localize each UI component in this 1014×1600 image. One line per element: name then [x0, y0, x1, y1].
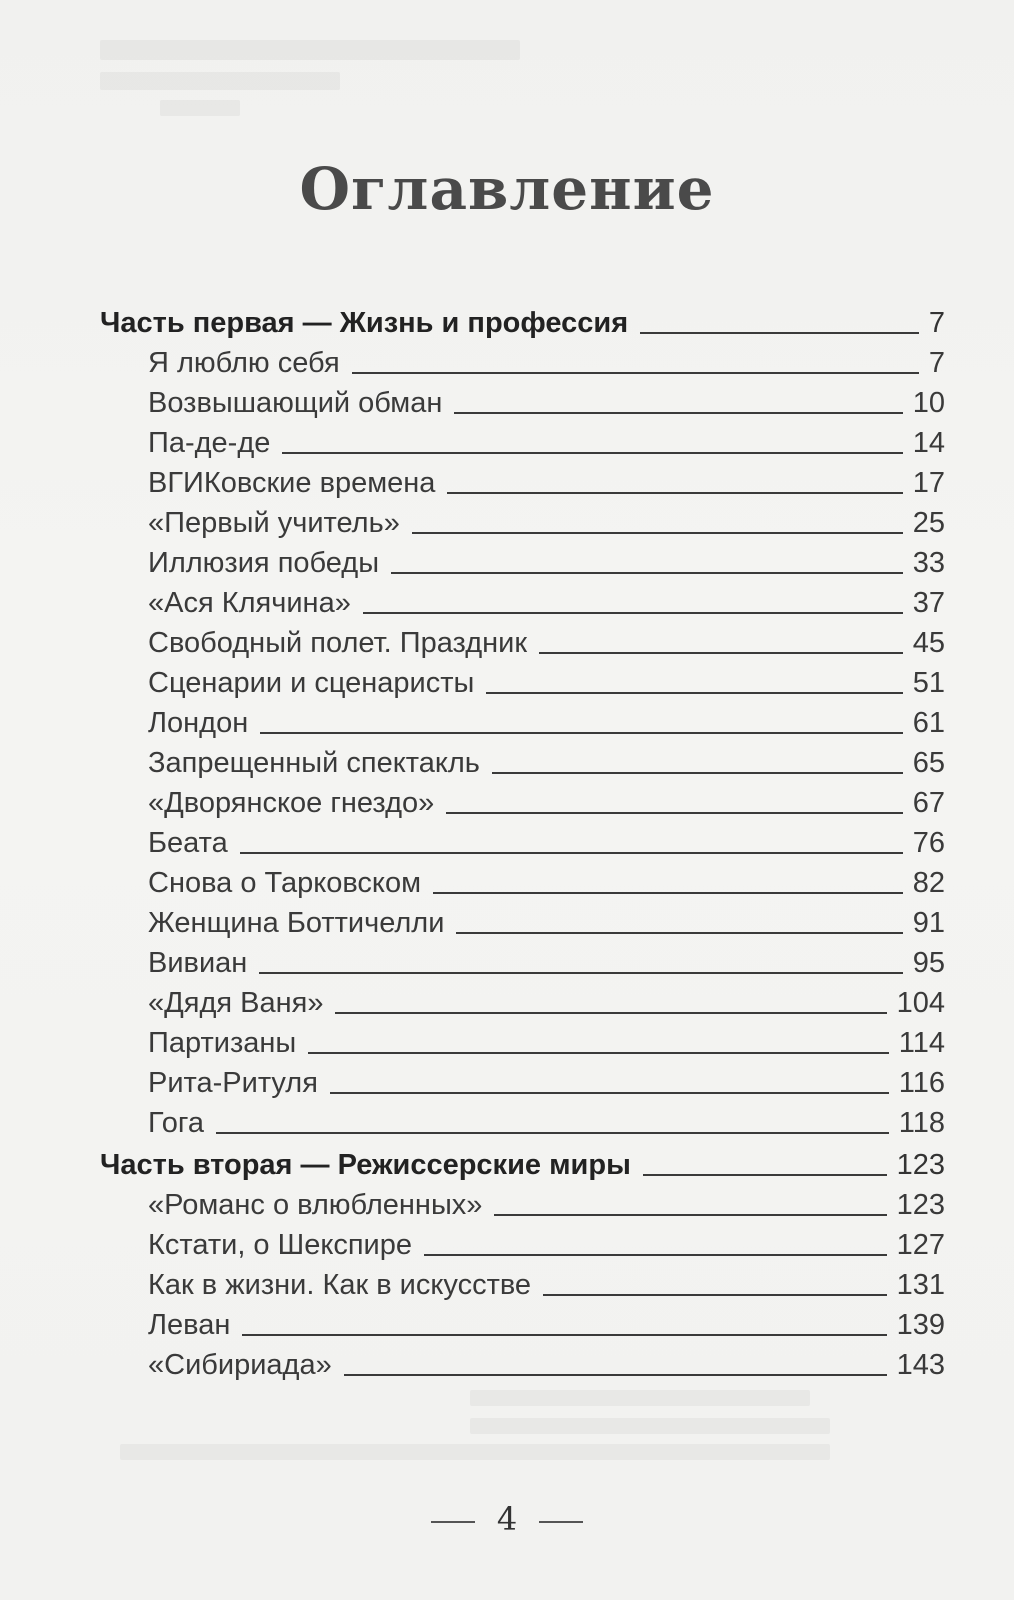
toc-entry-row[interactable] [148, 340, 945, 380]
toc-leader-line [363, 612, 903, 614]
toc-page-number: 116 [898, 1067, 945, 1099]
toc-entry-title: «Ася Клячина» [148, 587, 351, 619]
toc-leader-line [447, 492, 902, 494]
toc-entry-row[interactable] [148, 900, 945, 940]
toc-page-number: 91 [912, 907, 945, 939]
toc-part-title: Часть вторая — Режиссерские миры [100, 1149, 631, 1181]
toc-entry-row[interactable] [148, 500, 945, 540]
toc-page-number: 131 [896, 1269, 945, 1301]
show-through-text [160, 100, 240, 116]
toc-page-number: 143 [896, 1349, 945, 1381]
toc-leader-line [543, 1294, 887, 1296]
show-through-text [100, 40, 520, 60]
toc-page-number: 33 [912, 547, 945, 579]
toc-leader-line [216, 1132, 889, 1134]
toc-leader-line [260, 732, 902, 734]
toc-page-number: 95 [912, 947, 945, 979]
toc-leader-line [240, 852, 903, 854]
toc-entry-row[interactable] [148, 620, 945, 660]
show-through-text [120, 1444, 830, 1460]
toc-entry-title: «Первый учитель» [148, 507, 400, 539]
toc-entry-title: Вивиан [148, 947, 248, 979]
folio-dash-right [539, 1521, 583, 1523]
toc-entry-title: Беата [148, 827, 228, 859]
toc-page-number: 25 [912, 507, 945, 539]
toc-page-number: 127 [896, 1229, 945, 1261]
folio-dash-left [431, 1521, 475, 1523]
toc-leader-line [344, 1374, 887, 1376]
toc-entry-row[interactable] [148, 780, 945, 820]
toc-entry-title: Я люблю себя [148, 347, 340, 379]
toc-page-number: 65 [912, 747, 945, 779]
toc-page-number: 14 [912, 427, 945, 459]
toc-entry-row[interactable] [148, 1302, 945, 1342]
toc-entry-row[interactable] [148, 1182, 945, 1222]
toc-page-number: 17 [912, 467, 945, 499]
toc-page-number: 61 [912, 707, 945, 739]
toc-part-row[interactable] [100, 300, 945, 340]
page-number: 4 [496, 1500, 518, 1538]
toc-page-number: 45 [912, 627, 945, 659]
toc-entry-title: Женщина Боттичелли [148, 907, 445, 939]
toc-entry-title: Па-де-де [148, 427, 271, 459]
toc-leader-line [433, 892, 903, 894]
page-title: Оглавление [299, 155, 715, 223]
toc-entry-row[interactable] [148, 540, 945, 580]
toc-page-number: 118 [898, 1107, 945, 1139]
show-through-text [470, 1418, 830, 1434]
toc-entry-title: Леван [148, 1309, 231, 1341]
toc-entry-row[interactable] [148, 460, 945, 500]
toc-leader-line [330, 1092, 889, 1094]
toc-page-number: 114 [898, 1027, 945, 1059]
toc-entry-title: Возвышающий обман [148, 387, 443, 419]
toc-page-number: 76 [912, 827, 945, 859]
toc-entry-title: Гога [148, 1107, 204, 1139]
toc-entry-row[interactable] [148, 1262, 945, 1302]
toc-part-row[interactable] [100, 1142, 945, 1182]
toc-leader-line [454, 412, 902, 414]
toc-entry-title: Запрещенный спектакль [148, 747, 480, 779]
toc-part-title: Часть первая — Жизнь и профессия [100, 307, 629, 339]
toc-entry-row[interactable] [148, 420, 945, 460]
toc-page-number: 123 [896, 1149, 945, 1181]
toc-page-number: 51 [912, 667, 945, 699]
toc-entry-title: Иллюзия победы [148, 547, 380, 579]
toc-entry-title: Рита-Ритуля [148, 1067, 318, 1099]
toc-leader-line [456, 932, 902, 934]
toc-entry-row[interactable] [148, 860, 945, 900]
toc-leader-line [424, 1254, 887, 1256]
toc-leader-line [335, 1012, 886, 1014]
toc-entry-title: Кстати, о Шекспире [148, 1229, 413, 1261]
toc-leader-line [352, 372, 919, 374]
toc-entry-title: Лондон [148, 707, 249, 739]
toc-entry-title: «Романс о влюбленных» [148, 1189, 483, 1221]
toc-entry-title: Свободный полет. Праздник [148, 627, 528, 659]
toc-entry-title: ВГИКовские времена [148, 467, 436, 499]
toc-leader-line [412, 532, 903, 534]
toc-leader-line [486, 692, 902, 694]
toc-leader-line [242, 1334, 886, 1336]
toc-entry-row[interactable] [148, 660, 945, 700]
toc-entry-title: «Дядя Ваня» [148, 987, 324, 1019]
toc-leader-line [539, 652, 903, 654]
toc-entry-row[interactable] [148, 1020, 945, 1060]
show-through-text [100, 72, 340, 90]
toc-leader-line [446, 812, 902, 814]
toc-entry-title: «Дворянское гнездо» [148, 787, 435, 819]
page-folio [0, 1500, 1014, 1538]
toc-entry-title: Как в жизни. Как в искусстве [148, 1269, 532, 1301]
toc-leader-line [282, 452, 902, 454]
toc-entry-row[interactable] [148, 740, 945, 780]
toc-page-number: 10 [912, 387, 945, 419]
toc-leader-line [494, 1214, 886, 1216]
toc-leader-line [640, 332, 919, 334]
toc-entry-title: Сценарии и сценаристы [148, 667, 475, 699]
toc-entry-title: «Сибириада» [148, 1349, 332, 1381]
toc-page-number: 139 [896, 1309, 945, 1341]
toc-entry-title: Партизаны [148, 1027, 297, 1059]
toc-page-number: 104 [896, 987, 945, 1019]
toc-leader-line [391, 572, 903, 574]
toc-entry-row[interactable] [148, 380, 945, 420]
toc-entry-row[interactable] [148, 1100, 945, 1140]
toc-entry-row[interactable] [148, 580, 945, 620]
toc-leader-line [643, 1174, 887, 1176]
toc-page-number: 67 [912, 787, 945, 819]
toc-entry-row[interactable] [148, 940, 945, 980]
toc-entry-row[interactable] [148, 980, 945, 1020]
toc-page-number: 123 [896, 1189, 945, 1221]
toc-entry-row[interactable] [148, 820, 945, 860]
toc-entry-row[interactable] [148, 1060, 945, 1100]
toc-page-number: 82 [912, 867, 945, 899]
toc-entry-row[interactable] [148, 700, 945, 740]
toc-page-number: 7 [928, 307, 945, 339]
toc-page-number: 37 [912, 587, 945, 619]
toc-leader-line [308, 1052, 889, 1054]
toc-leader-line [259, 972, 902, 974]
toc-entry-title: Снова о Тарковском [148, 867, 422, 899]
show-through-text [470, 1390, 810, 1406]
toc-entry-row[interactable] [148, 1342, 945, 1382]
toc-page-number: 7 [928, 347, 945, 379]
toc-entry-row[interactable] [148, 1222, 945, 1262]
toc-leader-line [492, 772, 903, 774]
